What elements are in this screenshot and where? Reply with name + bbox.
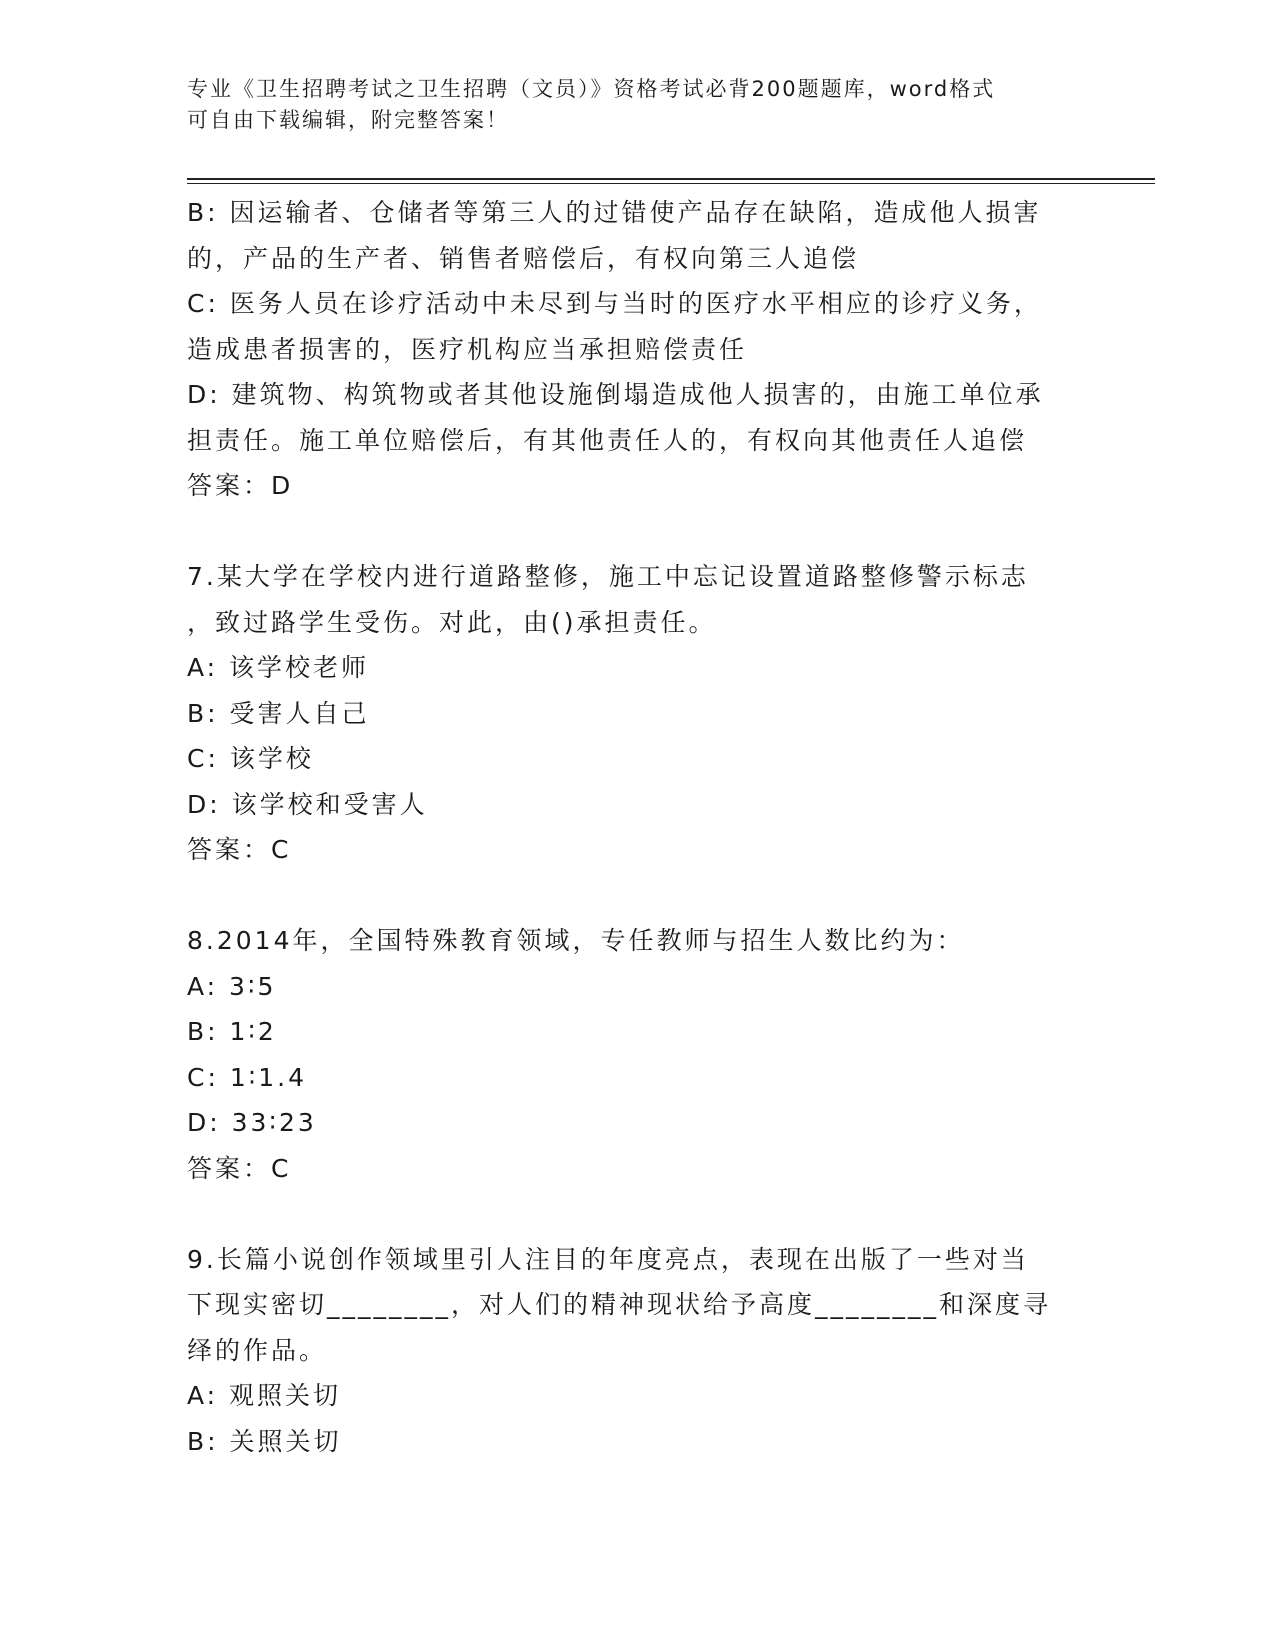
- q6-option-d-line-2: 担责任。施工单位赔偿后，有其他责任人的，有权向其他责任人追偿: [187, 425, 1028, 455]
- q7-option-c: C: 该学校: [187, 744, 314, 773]
- question-7: [187, 554, 1087, 873]
- q9-option-b: B: 关照关切: [187, 1426, 342, 1456]
- q6-answer: 答案：D: [187, 471, 294, 500]
- question-6: [187, 190, 1087, 509]
- q8-option-a: A: 3∶5: [187, 971, 277, 1001]
- q6-option-d-line-1: D: 建筑物、构筑物或者其他设施倒塌造成他人损害的，由施工单位承: [187, 380, 1044, 409]
- document-header: [187, 74, 1087, 136]
- q6-option-c-line-1: C: 医务人员在诊疗活动中未尽到与当时的医疗水平相应的诊疗义务，: [187, 289, 1042, 318]
- header-rule-thin: [187, 183, 1155, 184]
- q7-option-b: B: 受害人自己: [187, 698, 370, 728]
- q8-option-b: B: 1∶2: [187, 1017, 277, 1046]
- q9-stem-line-3: 绎的作品。: [187, 1335, 328, 1365]
- spacer: [187, 1191, 1087, 1237]
- q6-option-b-line-2: 的，产品的生产者、销售者赔偿后，有权向第三人追偿: [187, 243, 860, 273]
- q8-answer: 答案：C: [187, 1153, 292, 1183]
- header-rule-thick: [187, 178, 1155, 180]
- q7-stem-line-1: 7.某大学在学校内进行道路整修，施工中忘记设置道路整修警示标志: [187, 562, 1029, 591]
- q9-stem-line-1: 9.长篇小说创作领域里引人注目的年度亮点，表现在出版了一些对当: [187, 1244, 1029, 1274]
- spacer: [187, 873, 1087, 919]
- q7-option-d: D: 该学校和受害人: [187, 789, 428, 819]
- question-8: [187, 918, 1087, 1191]
- q7-option-a: A: 该学校老师: [187, 653, 370, 682]
- q8-option-d: D: 33∶23: [187, 1108, 317, 1137]
- header-line-1: 专业《卫生招聘考试之卫生招聘（文员）》资格考试必背200题题库，word格式: [187, 77, 996, 101]
- q6-option-b-line-1: B: 因运输者、仓储者等第三人的过错使产品存在缺陷，造成他人损害: [187, 198, 1042, 227]
- q7-answer: 答案：C: [187, 835, 292, 864]
- q8-option-c: C: 1∶1.4: [187, 1062, 307, 1092]
- q8-stem: 8.2014年，全国特殊教育领域，专任教师与招生人数比约为：: [187, 926, 965, 955]
- q9-stem-line-2: 下现实密切________，对人们的精神现状给予高度________和深度寻: [187, 1290, 1052, 1319]
- question-9: [187, 1237, 1087, 1465]
- question-content: [187, 190, 1087, 1464]
- spacer: [187, 509, 1087, 555]
- q9-option-a: A: 观照关切: [187, 1381, 342, 1410]
- q6-option-c-line-2: 造成患者损害的，医疗机构应当承担赔偿责任: [187, 334, 748, 364]
- q7-stem-line-2: ，致过路学生受伤。对此，由()承担责任。: [187, 607, 717, 637]
- header-line-2: 可自由下载编辑，附完整答案！: [187, 108, 509, 132]
